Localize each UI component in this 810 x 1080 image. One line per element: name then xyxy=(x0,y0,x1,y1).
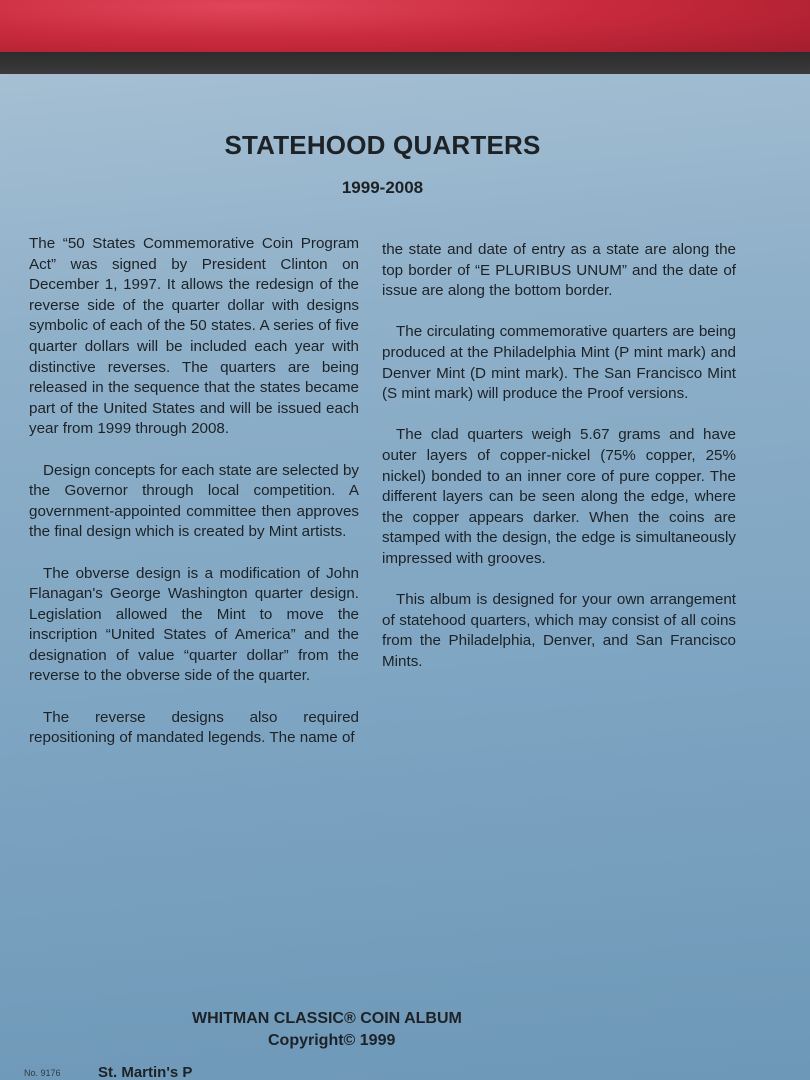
footer-product-number: No. 9176 xyxy=(24,1068,61,1078)
paragraph-reverse-designs: The reverse designs also required repositioning of mandated legends. The name of xyxy=(29,708,359,747)
left-text-column xyxy=(29,234,359,769)
footer-copyright: Copyright© 1999 xyxy=(268,1032,396,1049)
page-years: 1999-2008 xyxy=(341,178,424,197)
paragraph-album-arrangement: This album is designed for your own arrangement of statehood quarters, which may consist of all coins from the Philadelphia, Denver, and San Francisco Mints. xyxy=(382,591,736,670)
right-text-column xyxy=(382,240,736,693)
red-cloth-background xyxy=(0,0,810,60)
paragraph-clad-quarters: The clad quarters weigh 5.67 grams and have outer layers of copper-nickel (75% copper, 25% nickel) bonded to an inner core of pure copper. The different layers can be seen along the edge, where the copper appears darker. When the coins are stamped with the design, the edge is simultaneously impressed with grooves. xyxy=(382,426,736,567)
album-page xyxy=(0,74,810,1080)
paragraph-mints: The circulating commemorative quarters are being produced at the Philadelphia Mint (P mint mark) and Denver Mint (D mint mark). The San Francisco Mint (S mint mark) will produce the Proof versions. xyxy=(382,323,736,403)
paragraph-obverse-design: The obverse design is a modification of John Flanagan's George Washington quarter design. Legislation allowed the Mint to move the inscription “United States of America” and the designation of value “quarter dollar” from the reverse to the obverse side of the quarter. xyxy=(29,564,359,685)
paragraph-design-concepts: Design concepts for each state are selected by the Governor through local competition. A government-appointed committee then approves the final design which is created by Mint artists. xyxy=(29,461,359,541)
footer-publisher: St. Martin's P xyxy=(98,1064,193,1080)
paragraph-program-act: The “50 States Commemorative Coin Program Act” was signed by President Clinton on December 1, 1997. It allows the redesign of the reverse side of the quarter dollar with designs symbolic of each of the 50 states. A series of five quarter dollars will be included each year with distinctive reverses. The quarters are being released in the sequence that the states became part of the United States and will be issued each year from 1999 through 2008. xyxy=(29,235,359,438)
paragraph-state-date: the state and date of entry as a state are along the top border of “E PLURIBUS UNUM” and the date of issue are along the bottom border. xyxy=(382,241,736,300)
page-title: STATEHOOD QUARTERS xyxy=(224,130,541,160)
footer-album-name: WHITMAN CLASSIC® COIN ALBUM xyxy=(192,1010,462,1027)
